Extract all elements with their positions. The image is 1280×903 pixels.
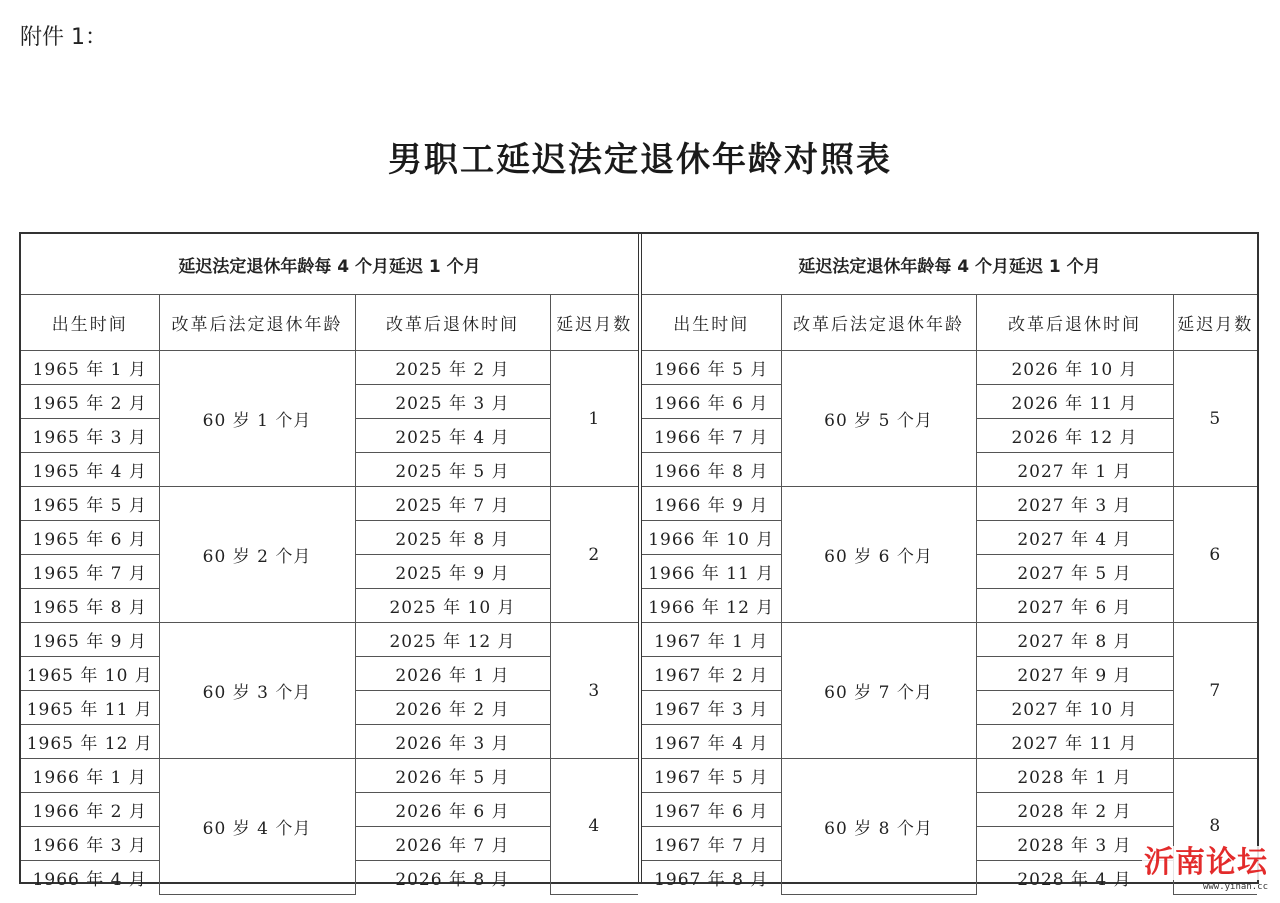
left-table-body — [21, 351, 638, 895]
retirement-date-cell: 2026 年 2 月 — [355, 691, 550, 725]
retirement-date-cell: 2027 年 9 月 — [976, 657, 1173, 691]
birth-date-cell: 1966 年 2 月 — [21, 793, 159, 827]
retirement-date-cell: 2028 年 1 月 — [976, 759, 1173, 793]
right-table-body — [642, 351, 1257, 895]
birth-date-cell: 1967 年 3 月 — [642, 691, 781, 725]
watermark-logo: 沂南论坛 — [1144, 845, 1268, 880]
birth-date-cell: 1966 年 11 月 — [642, 555, 781, 589]
retirement-date-cell: 2028 年 3 月 — [976, 827, 1173, 861]
retirement-date-cell: 2025 年 5 月 — [355, 453, 550, 487]
attachment-label: 附件 1： — [20, 25, 107, 50]
table-row — [642, 487, 1257, 521]
birth-date-cell: 1965 年 8 月 — [21, 589, 159, 623]
retirement-date-cell: 2027 年 3 月 — [976, 487, 1173, 521]
birth-date-cell: 1966 年 8 月 — [642, 453, 781, 487]
birth-date-cell: 1965 年 10 月 — [21, 657, 159, 691]
retirement-date-cell: 2026 年 11 月 — [976, 385, 1173, 419]
retirement-date-cell: 2025 年 10 月 — [355, 589, 550, 623]
table-row — [21, 351, 638, 385]
retirement-date-cell: 2025 年 3 月 — [355, 385, 550, 419]
left-table-half — [21, 234, 638, 890]
retirement-date-cell: 2025 年 7 月 — [355, 487, 550, 521]
retirement-date-cell: 2025 年 12 月 — [355, 623, 550, 657]
birth-date-cell: 1967 年 6 月 — [642, 793, 781, 827]
birth-date-cell: 1965 年 2 月 — [21, 385, 159, 419]
retirement-age-cell: 60 岁 1 个月 — [159, 351, 355, 487]
table-row — [21, 487, 638, 521]
retirement-date-cell: 2025 年 4 月 — [355, 419, 550, 453]
delay-months-cell: 4 — [550, 759, 638, 895]
birth-date-cell: 1967 年 2 月 — [642, 657, 781, 691]
birth-date-cell: 1967 年 5 月 — [642, 759, 781, 793]
birth-date-cell: 1967 年 1 月 — [642, 623, 781, 657]
retirement-date-cell: 2027 年 10 月 — [976, 691, 1173, 725]
column-header-age: 改革后法定退休年龄 — [781, 295, 976, 351]
table-row — [642, 351, 1257, 385]
watermark-url: www.yinan.cc — [1202, 882, 1268, 892]
birth-date-cell: 1965 年 12 月 — [21, 725, 159, 759]
right-table — [642, 234, 1257, 895]
birth-date-cell: 1965 年 11 月 — [21, 691, 159, 725]
birth-date-cell: 1965 年 9 月 — [21, 623, 159, 657]
retirement-date-cell: 2025 年 9 月 — [355, 555, 550, 589]
table-row — [642, 623, 1257, 657]
column-header-retire: 改革后退休时间 — [355, 295, 550, 351]
birth-date-cell: 1965 年 7 月 — [21, 555, 159, 589]
retirement-age-cell: 60 岁 4 个月 — [159, 759, 355, 895]
delay-months-cell: 7 — [1173, 623, 1257, 759]
birth-date-cell: 1965 年 3 月 — [21, 419, 159, 453]
retirement-date-cell: 2026 年 5 月 — [355, 759, 550, 793]
column-header-delay: 延迟月数 — [550, 295, 638, 351]
retirement-age-cell: 60 岁 7 个月 — [781, 623, 976, 759]
retirement-age-cell: 60 岁 5 个月 — [781, 351, 976, 487]
birth-date-cell: 1965 年 1 月 — [21, 351, 159, 385]
delay-months-cell: 2 — [550, 487, 638, 623]
retirement-date-cell: 2026 年 6 月 — [355, 793, 550, 827]
retirement-date-cell: 2025 年 8 月 — [355, 521, 550, 555]
delay-months-cell: 8 — [1173, 759, 1257, 895]
retirement-date-cell: 2025 年 2 月 — [355, 351, 550, 385]
birth-date-cell: 1966 年 7 月 — [642, 419, 781, 453]
retirement-date-cell: 2027 年 11 月 — [976, 725, 1173, 759]
birth-date-cell: 1967 年 8 月 — [642, 861, 781, 895]
column-header-age: 改革后法定退休年龄 — [159, 295, 355, 351]
birth-date-cell: 1966 年 12 月 — [642, 589, 781, 623]
retirement-date-cell: 2027 年 8 月 — [976, 623, 1173, 657]
retirement-date-cell: 2026 年 8 月 — [355, 861, 550, 895]
delay-months-cell: 5 — [1173, 351, 1257, 487]
retirement-date-cell: 2027 年 1 月 — [976, 453, 1173, 487]
retirement-age-cell: 60 岁 8 个月 — [781, 759, 976, 895]
retirement-age-cell: 60 岁 6 个月 — [781, 487, 976, 623]
birth-date-cell: 1965 年 4 月 — [21, 453, 159, 487]
birth-date-cell: 1966 年 3 月 — [21, 827, 159, 861]
section-title: 延迟法定退休年龄每 4 个月延迟 1 个月 — [21, 234, 638, 295]
retirement-date-cell: 2027 年 4 月 — [976, 521, 1173, 555]
retirement-date-cell: 2028 年 2 月 — [976, 793, 1173, 827]
birth-date-cell: 1965 年 6 月 — [21, 521, 159, 555]
birth-date-cell: 1967 年 4 月 — [642, 725, 781, 759]
birth-date-cell: 1965 年 5 月 — [21, 487, 159, 521]
page-title: 男职工延迟法定退休年龄对照表 — [388, 140, 892, 180]
delay-months-cell: 6 — [1173, 487, 1257, 623]
retirement-date-cell: 2026 年 7 月 — [355, 827, 550, 861]
retirement-date-cell: 2026 年 10 月 — [976, 351, 1173, 385]
birth-date-cell: 1966 年 5 月 — [642, 351, 781, 385]
table-row — [21, 623, 638, 657]
delay-months-cell: 3 — [550, 623, 638, 759]
retirement-age-cell: 60 岁 2 个月 — [159, 487, 355, 623]
column-header-birth: 出生时间 — [642, 295, 781, 351]
section-title: 延迟法定退休年龄每 4 个月延迟 1 个月 — [642, 234, 1257, 295]
retirement-date-cell: 2026 年 1 月 — [355, 657, 550, 691]
birth-date-cell: 1966 年 6 月 — [642, 385, 781, 419]
column-header-retire: 改革后退休时间 — [976, 295, 1173, 351]
retirement-date-cell: 2028 年 4 月 — [976, 861, 1173, 895]
table-row — [642, 759, 1257, 793]
retirement-age-cell: 60 岁 3 个月 — [159, 623, 355, 759]
column-header-delay: 延迟月数 — [1173, 295, 1257, 351]
delay-months-cell: 1 — [550, 351, 638, 487]
retirement-date-cell: 2027 年 5 月 — [976, 555, 1173, 589]
retirement-date-cell: 2027 年 6 月 — [976, 589, 1173, 623]
birth-date-cell: 1966 年 9 月 — [642, 487, 781, 521]
birth-date-cell: 1966 年 10 月 — [642, 521, 781, 555]
retirement-date-cell: 2026 年 3 月 — [355, 725, 550, 759]
birth-date-cell: 1967 年 7 月 — [642, 827, 781, 861]
table-row — [21, 759, 638, 793]
retirement-date-cell: 2026 年 12 月 — [976, 419, 1173, 453]
birth-date-cell: 1966 年 1 月 — [21, 759, 159, 793]
left-table — [21, 234, 638, 895]
column-header-birth: 出生时间 — [21, 295, 159, 351]
birth-date-cell: 1966 年 4 月 — [21, 861, 159, 895]
